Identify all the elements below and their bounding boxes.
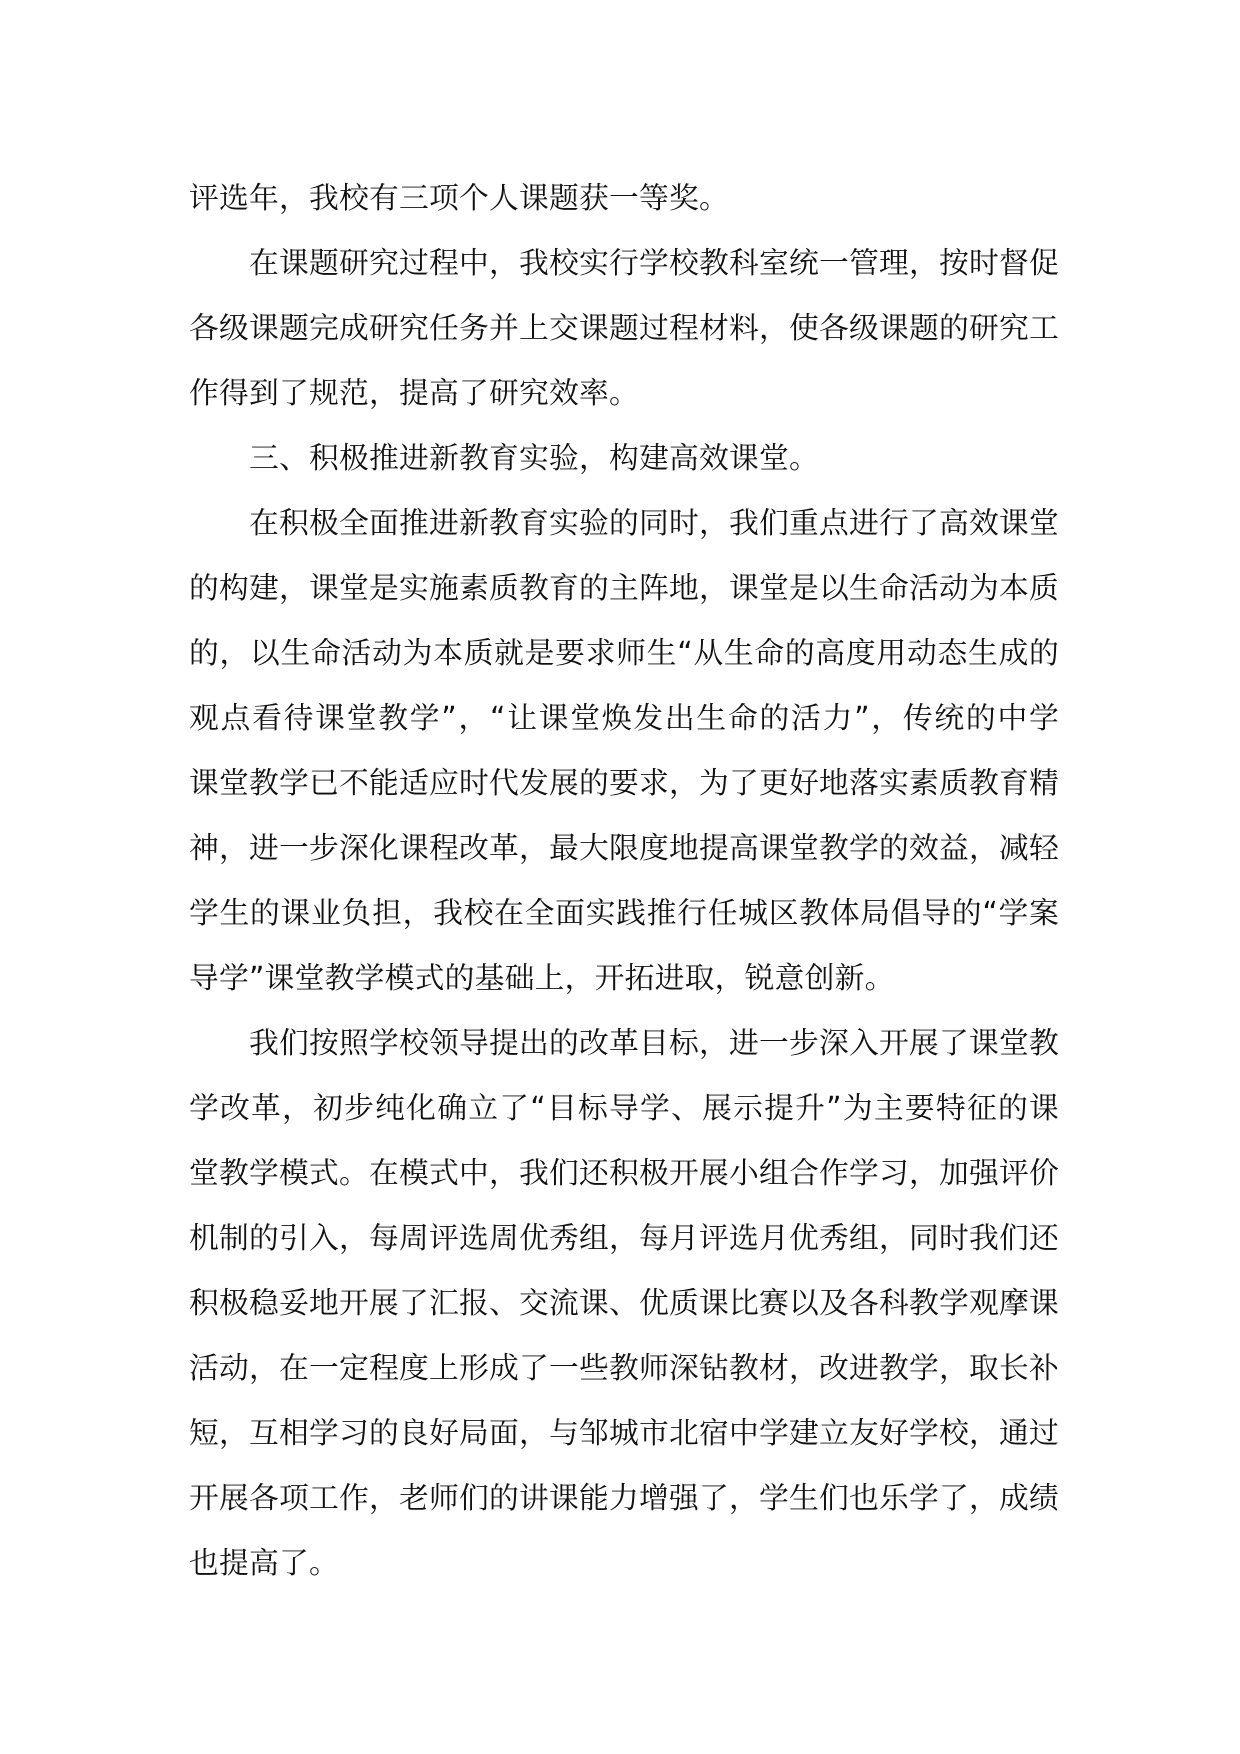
text-line: 活动，在一定程度上形成了一些教师深钻教材，改进教学，取长补 <box>189 1351 1059 1386</box>
text-line: 也提高了。 <box>189 1546 339 1581</box>
text-line: 三、积极推进新教育实验，构建高效课堂。 <box>249 441 819 476</box>
text-line: 导学”课堂教学模式的基础上，开拓进取，锐意创新。 <box>189 961 895 996</box>
text-line: 学生的课业负担，我校在全面实践推行任城区教体局倡导的“学案 <box>189 896 1059 931</box>
text-line: 我们按照学校领导提出的改革目标，进一步深入开展了课堂教 <box>249 1026 1059 1061</box>
document-body <box>189 166 1059 1596</box>
text-line: 评选年，我校有三项个人课题获一等奖。 <box>189 181 729 216</box>
text-line: 机制的引入，每周评选周优秀组，每月评选月优秀组，同时我们还 <box>189 1221 1059 1256</box>
text-line: 神，进一步深化课程改革，最大限度地提高课堂教学的效益，减轻 <box>189 831 1059 866</box>
text-line: 在积极全面推进新教育实验的同时，我们重点进行了高效课堂 <box>249 506 1059 541</box>
text-line: 积极稳妥地开展了汇报、交流课、优质课比赛以及各科教学观摩课 <box>189 1286 1059 1321</box>
text-line: 作得到了规范，提高了研究效率。 <box>189 376 639 411</box>
text-line: 各级课题完成研究任务并上交课题过程材料，使各级课题的研究工 <box>189 311 1059 346</box>
text-line: 短，互相学习的良好局面，与邹城市北宿中学建立友好学校，通过 <box>189 1416 1059 1451</box>
section-heading <box>189 426 1059 491</box>
text-line: 课堂教学已不能适应时代发展的要求，为了更好地落实素质教育精 <box>189 766 1059 801</box>
text-line: 观点看待课堂教学”，“让课堂焕发出生命的活力”，传统的中学 <box>189 701 1059 736</box>
paragraph-research-management <box>189 231 1059 426</box>
text-line: 在课题研究过程中，我校实行学校教科室统一管理，按时督促 <box>249 246 1059 281</box>
text-line: 开展各项工作，老师们的讲课能力增强了，学生们也乐学了，成绩 <box>189 1481 1059 1516</box>
text-line: 堂教学模式。在模式中，我们还积极开展小组合作学习，加强评价 <box>189 1156 1059 1191</box>
text-line: 的，以生命活动为本质就是要求师生“从生命的高度用动态生成的 <box>189 636 1059 671</box>
paragraph-teaching-reform <box>189 1011 1059 1596</box>
text-line: 的构建，课堂是实施素质教育的主阵地，课堂是以生命活动为本质 <box>189 571 1059 606</box>
paragraph-efficient-classroom <box>189 491 1059 1011</box>
text-line: 学改革，初步纯化确立了“目标导学、展示提升”为主要特征的课 <box>189 1091 1059 1126</box>
paragraph-continuation <box>189 166 1059 231</box>
